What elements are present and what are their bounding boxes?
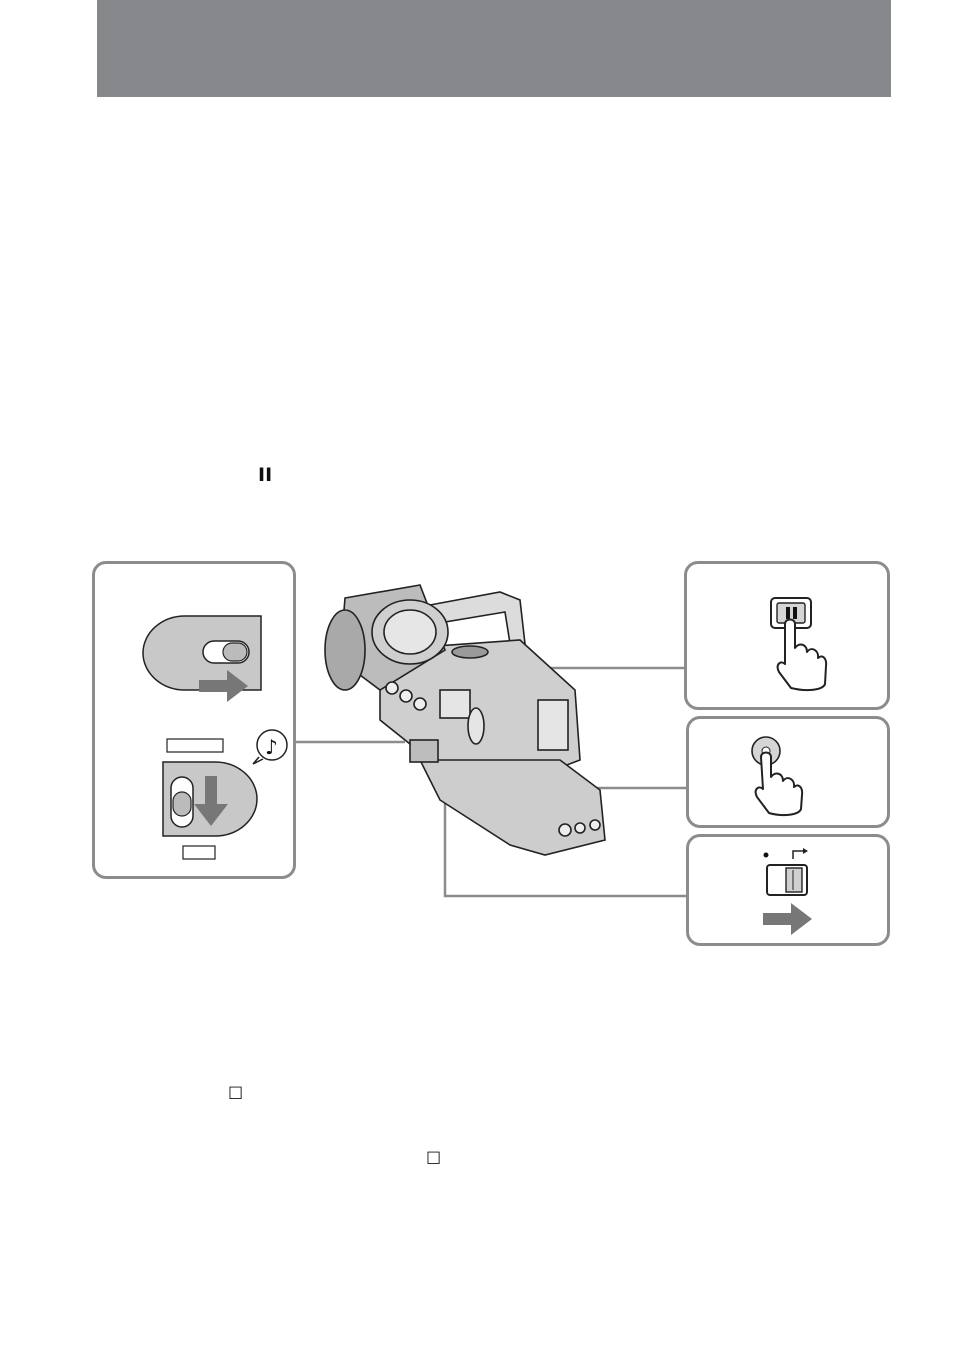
pause-button-press-icon: [687, 564, 893, 713]
lock-switch-panel: [686, 834, 890, 946]
music-note-icon: [253, 730, 287, 764]
pause-symbol: II: [258, 464, 273, 486]
camcorder-body: [325, 585, 605, 855]
circle-button-press-icon: [689, 719, 893, 831]
pause-button-panel: [684, 561, 890, 710]
record-button-panel: [686, 716, 890, 828]
power-switch-panel: [92, 561, 296, 879]
svg-text:♪: ♪: [265, 735, 278, 759]
slide-switch-right-arrow-icon: [95, 564, 299, 882]
slide-lock-switch-arrow-icon: [689, 837, 893, 949]
stop-symbol: ☐: [228, 1084, 244, 1104]
stop-symbol: ☐: [426, 1149, 442, 1169]
